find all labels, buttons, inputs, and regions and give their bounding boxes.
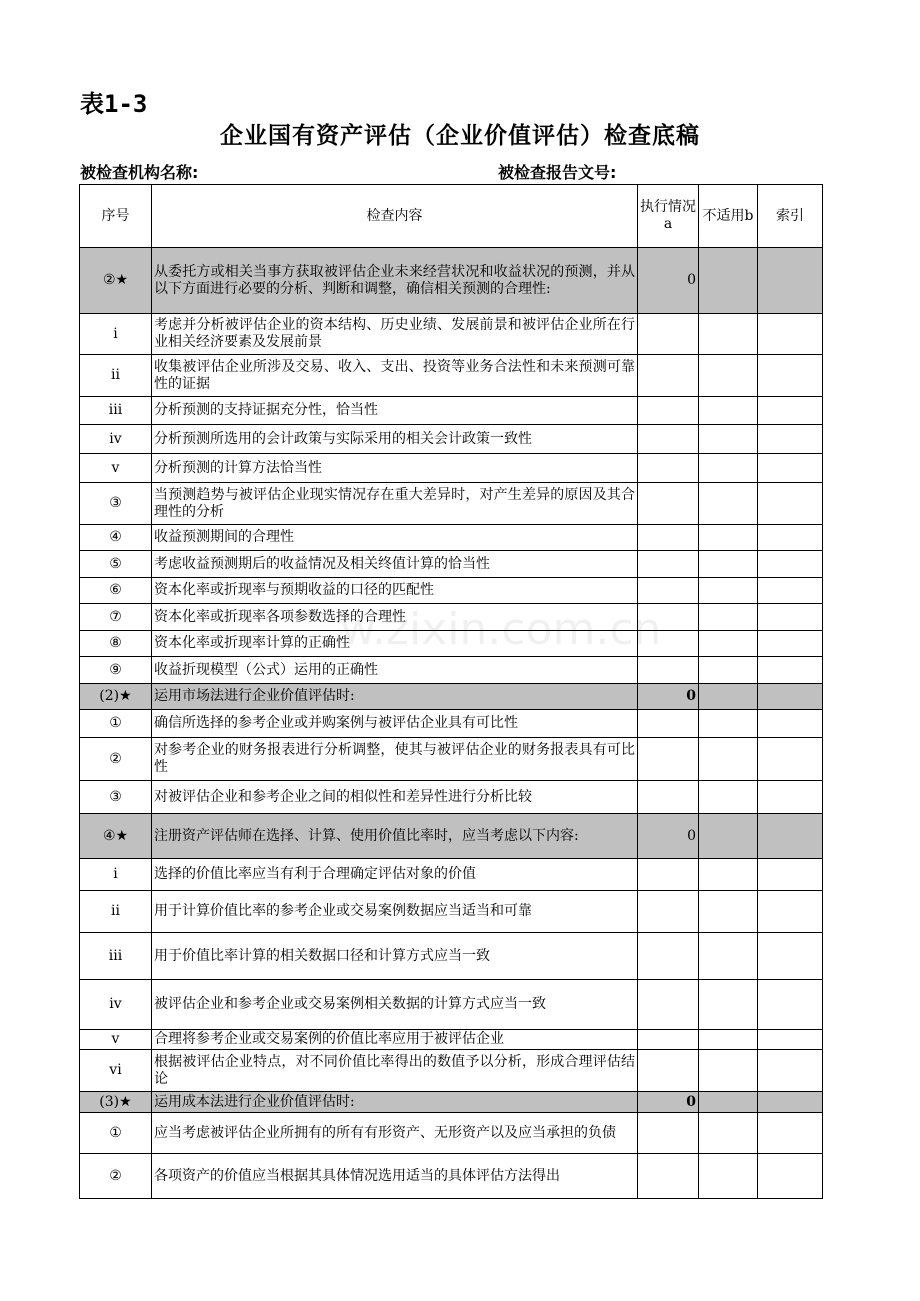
row-exec-cell[interactable] [638, 483, 699, 525]
row-exec-cell[interactable] [638, 551, 699, 578]
row-index-cell[interactable] [758, 578, 823, 604]
row-no: ②★ [80, 248, 152, 314]
row-exec-cell[interactable]: 0 [638, 248, 699, 314]
header-na: 不适用b [699, 185, 758, 248]
row-no: ④★ [80, 814, 152, 859]
row-no: ① [80, 1113, 152, 1154]
row-na-cell[interactable] [699, 355, 758, 397]
header-content: 检查内容 [152, 185, 638, 248]
row-no: ② [80, 1154, 152, 1199]
row-exec-cell[interactable] [638, 525, 699, 551]
table-row [80, 551, 823, 578]
table-row [80, 525, 823, 551]
row-content: 收益折现模型（公式）运用的正确性 [152, 657, 638, 684]
row-index-cell[interactable] [758, 933, 823, 980]
row-index-cell[interactable] [758, 1092, 823, 1113]
row-exec-cell[interactable]: 0 [638, 684, 699, 710]
table-number: 表1-3 [80, 90, 148, 118]
row-exec-cell[interactable] [638, 710, 699, 738]
table-row [80, 314, 823, 355]
table-row [80, 657, 823, 684]
row-content: 用于计算价值比率的参考企业或交易案例数据应当适当和可靠 [152, 891, 638, 933]
row-content: 当预测趋势与被评估企业现实情况存在重大差异时，对产生差异的原因及其合理性的分析 [152, 483, 638, 525]
row-no: i [80, 859, 152, 891]
row-na-cell[interactable] [699, 781, 758, 814]
row-content: 资本化率或折现率计算的正确性 [152, 631, 638, 657]
row-no: ⑦ [80, 604, 152, 631]
row-content: 用于价值比率计算的相关数据口径和计算方式应当一致 [152, 933, 638, 980]
table-header-row [80, 185, 823, 248]
row-content: 各项资产的价值应当根据其具体情况选用适当的具体评估方法得出 [152, 1154, 638, 1199]
row-exec-cell[interactable] [638, 314, 699, 355]
row-index-cell[interactable] [758, 631, 823, 657]
row-content: 运用成本法进行企业价值评估时: [152, 1092, 638, 1113]
row-index-cell[interactable] [758, 525, 823, 551]
row-index-cell[interactable] [758, 814, 823, 859]
row-content: 合理将参考企业或交易案例的价值比率应用于被评估企业 [152, 1030, 638, 1050]
row-index-cell[interactable] [758, 859, 823, 891]
table-row [80, 248, 823, 314]
row-na-cell[interactable] [699, 710, 758, 738]
row-content: 考虑并分析被评估企业的资本结构、历史业绩、发展前景和被评估企业所在行业相关经济要素及发展前景 [152, 314, 638, 355]
report-number-label: 被检查报告文号: [498, 163, 617, 182]
row-no: i [80, 314, 152, 355]
row-index-cell[interactable] [758, 1050, 823, 1092]
row-na-cell[interactable] [699, 551, 758, 578]
watermark: w.zixin.com.cn [340, 604, 662, 655]
row-na-cell[interactable] [699, 1092, 758, 1113]
table-row [80, 1050, 823, 1092]
row-content: 收集被评估企业所涉及交易、收入、支出、投资等业务合法性和未来预测可靠性的证据 [152, 355, 638, 397]
row-content: 对参考企业的财务报表进行分析调整，使其与被评估企业的财务报表具有可比性 [152, 738, 638, 781]
row-content: 资本化率或折现率各项参数选择的合理性 [152, 604, 638, 631]
row-content: 确信所选择的参考企业或并购案例与被评估企业具有可比性 [152, 710, 638, 738]
row-na-cell[interactable] [699, 1030, 758, 1050]
row-no: ⑤ [80, 551, 152, 578]
row-index-cell[interactable] [758, 425, 823, 454]
row-na-cell[interactable] [699, 314, 758, 355]
row-na-cell[interactable] [699, 248, 758, 314]
row-index-cell[interactable] [758, 483, 823, 525]
row-index-cell[interactable] [758, 980, 823, 1030]
row-no: ③ [80, 781, 152, 814]
row-no: ⑨ [80, 657, 152, 684]
row-no: ⑥ [80, 578, 152, 604]
row-na-cell[interactable] [699, 425, 758, 454]
row-no: (3)★ [80, 1092, 152, 1113]
row-na-cell[interactable] [699, 814, 758, 859]
header-exec: 执行情况a [638, 185, 699, 248]
row-exec-cell[interactable] [638, 355, 699, 397]
row-content: 考虑收益预测期后的收益情况及相关终值计算的恰当性 [152, 551, 638, 578]
row-index-cell[interactable] [758, 248, 823, 314]
row-na-cell[interactable] [699, 525, 758, 551]
row-index-cell[interactable] [758, 710, 823, 738]
table-row [80, 631, 823, 657]
inspected-org-label: 被检查机构名称: [80, 163, 199, 182]
row-na-cell[interactable] [699, 1050, 758, 1092]
row-index-cell[interactable] [758, 1113, 823, 1154]
table-row [80, 710, 823, 738]
table-row [80, 397, 823, 425]
table-row [80, 781, 823, 814]
row-content: 分析预测所选用的会计政策与实际采用的相关会计政策一致性 [152, 425, 638, 454]
row-content: 资本化率或折现率与预期收益的口径的匹配性 [152, 578, 638, 604]
row-index-cell[interactable] [758, 604, 823, 631]
table-row [80, 859, 823, 891]
row-no: ⑧ [80, 631, 152, 657]
row-na-cell[interactable] [699, 578, 758, 604]
row-exec-cell[interactable] [638, 891, 699, 933]
row-na-cell[interactable] [699, 397, 758, 425]
header-no: 序号 [80, 185, 152, 248]
row-exec-cell[interactable] [638, 738, 699, 781]
row-index-cell[interactable] [758, 781, 823, 814]
row-content: 分析预测的支持证据充分性，恰当性 [152, 397, 638, 425]
row-content: 分析预测的计算方法恰当性 [152, 454, 638, 483]
row-exec-cell[interactable] [638, 631, 699, 657]
row-na-cell[interactable] [699, 738, 758, 781]
row-no: ii [80, 355, 152, 397]
row-exec-cell[interactable] [638, 578, 699, 604]
row-content: 根据被评估企业特点，对不同价值比率得出的数值予以分析，形成合理评估结论 [152, 1050, 638, 1092]
row-no: vi [80, 1050, 152, 1092]
table-row [80, 355, 823, 397]
row-exec-cell[interactable] [638, 604, 699, 631]
row-index-cell[interactable] [758, 657, 823, 684]
row-exec-cell[interactable] [638, 781, 699, 814]
row-content: 注册资产评估师在选择、计算、使用价值比率时，应当考虑以下内容: [152, 814, 638, 859]
row-index-cell[interactable] [758, 738, 823, 781]
row-no: (2)★ [80, 684, 152, 710]
row-na-cell[interactable] [699, 1113, 758, 1154]
row-exec-cell[interactable] [638, 657, 699, 684]
row-na-cell[interactable] [699, 631, 758, 657]
row-content: 对被评估企业和参考企业之间的相似性和差异性进行分析比较 [152, 781, 638, 814]
table-row [80, 1030, 823, 1050]
row-exec-cell[interactable] [638, 425, 699, 454]
table-row [80, 933, 823, 980]
row-na-cell[interactable] [699, 980, 758, 1030]
row-na-cell[interactable] [699, 1154, 758, 1199]
document-title: 企业国有资产评估（企业价值评估）检查底稿 [220, 123, 700, 149]
row-na-cell[interactable] [699, 684, 758, 710]
table-row [80, 980, 823, 1030]
table-row [80, 738, 823, 781]
table-row [80, 684, 823, 710]
row-no: ④ [80, 525, 152, 551]
table-row [80, 483, 823, 525]
row-no: ii [80, 891, 152, 933]
row-exec-cell[interactable] [638, 980, 699, 1030]
row-exec-cell[interactable]: 0 [638, 814, 699, 859]
row-no: v [80, 454, 152, 483]
row-index-cell[interactable] [758, 1154, 823, 1199]
row-exec-cell[interactable] [638, 933, 699, 980]
row-exec-cell[interactable] [638, 397, 699, 425]
row-no: iv [80, 980, 152, 1030]
row-index-cell[interactable] [758, 454, 823, 483]
table-row [80, 1113, 823, 1154]
table-row [80, 604, 823, 631]
row-exec-cell[interactable]: 0 [638, 1092, 699, 1113]
inspection-table [79, 184, 823, 1199]
row-index-cell[interactable] [758, 355, 823, 397]
table-row [80, 814, 823, 859]
row-na-cell[interactable] [699, 933, 758, 980]
row-exec-cell[interactable] [638, 1050, 699, 1092]
row-no: ① [80, 710, 152, 738]
row-no: ③ [80, 483, 152, 525]
row-exec-cell[interactable] [638, 859, 699, 891]
row-content: 被评估企业和参考企业或交易案例相关数据的计算方式应当一致 [152, 980, 638, 1030]
row-index-cell[interactable] [758, 551, 823, 578]
table-row [80, 454, 823, 483]
row-na-cell[interactable] [699, 891, 758, 933]
row-no: iv [80, 425, 152, 454]
row-exec-cell[interactable] [638, 1030, 699, 1050]
row-index-cell[interactable] [758, 397, 823, 425]
row-content: 从委托方或相关当事方获取被评估企业未来经营状况和收益状况的预测，并从以下方面进行必要的分析、判断和调整，确信相关预测的合理性: [152, 248, 638, 314]
table-row [80, 891, 823, 933]
table-row [80, 425, 823, 454]
table-row [80, 1154, 823, 1199]
row-index-cell[interactable] [758, 891, 823, 933]
header-index: 索引 [758, 185, 823, 248]
row-index-cell[interactable] [758, 684, 823, 710]
row-na-cell[interactable] [699, 604, 758, 631]
row-exec-cell[interactable] [638, 454, 699, 483]
row-index-cell[interactable] [758, 1030, 823, 1050]
table-row [80, 1092, 823, 1113]
row-na-cell[interactable] [699, 859, 758, 891]
row-index-cell[interactable] [758, 314, 823, 355]
row-content: 运用市场法进行企业价值评估时: [152, 684, 638, 710]
row-na-cell[interactable] [699, 454, 758, 483]
row-no: v [80, 1030, 152, 1050]
row-content: 收益预测期间的合理性 [152, 525, 638, 551]
row-content: 应当考虑被评估企业所拥有的所有有形资产、无形资产以及应当承担的负债 [152, 1113, 638, 1154]
row-exec-cell[interactable] [638, 1113, 699, 1154]
row-na-cell[interactable] [699, 657, 758, 684]
row-na-cell[interactable] [699, 483, 758, 525]
row-content: 选择的价值比率应当有利于合理确定评估对象的价值 [152, 859, 638, 891]
row-no: ② [80, 738, 152, 781]
row-no: iii [80, 933, 152, 980]
row-no: iii [80, 397, 152, 425]
table-row [80, 578, 823, 604]
row-exec-cell[interactable] [638, 1154, 699, 1199]
